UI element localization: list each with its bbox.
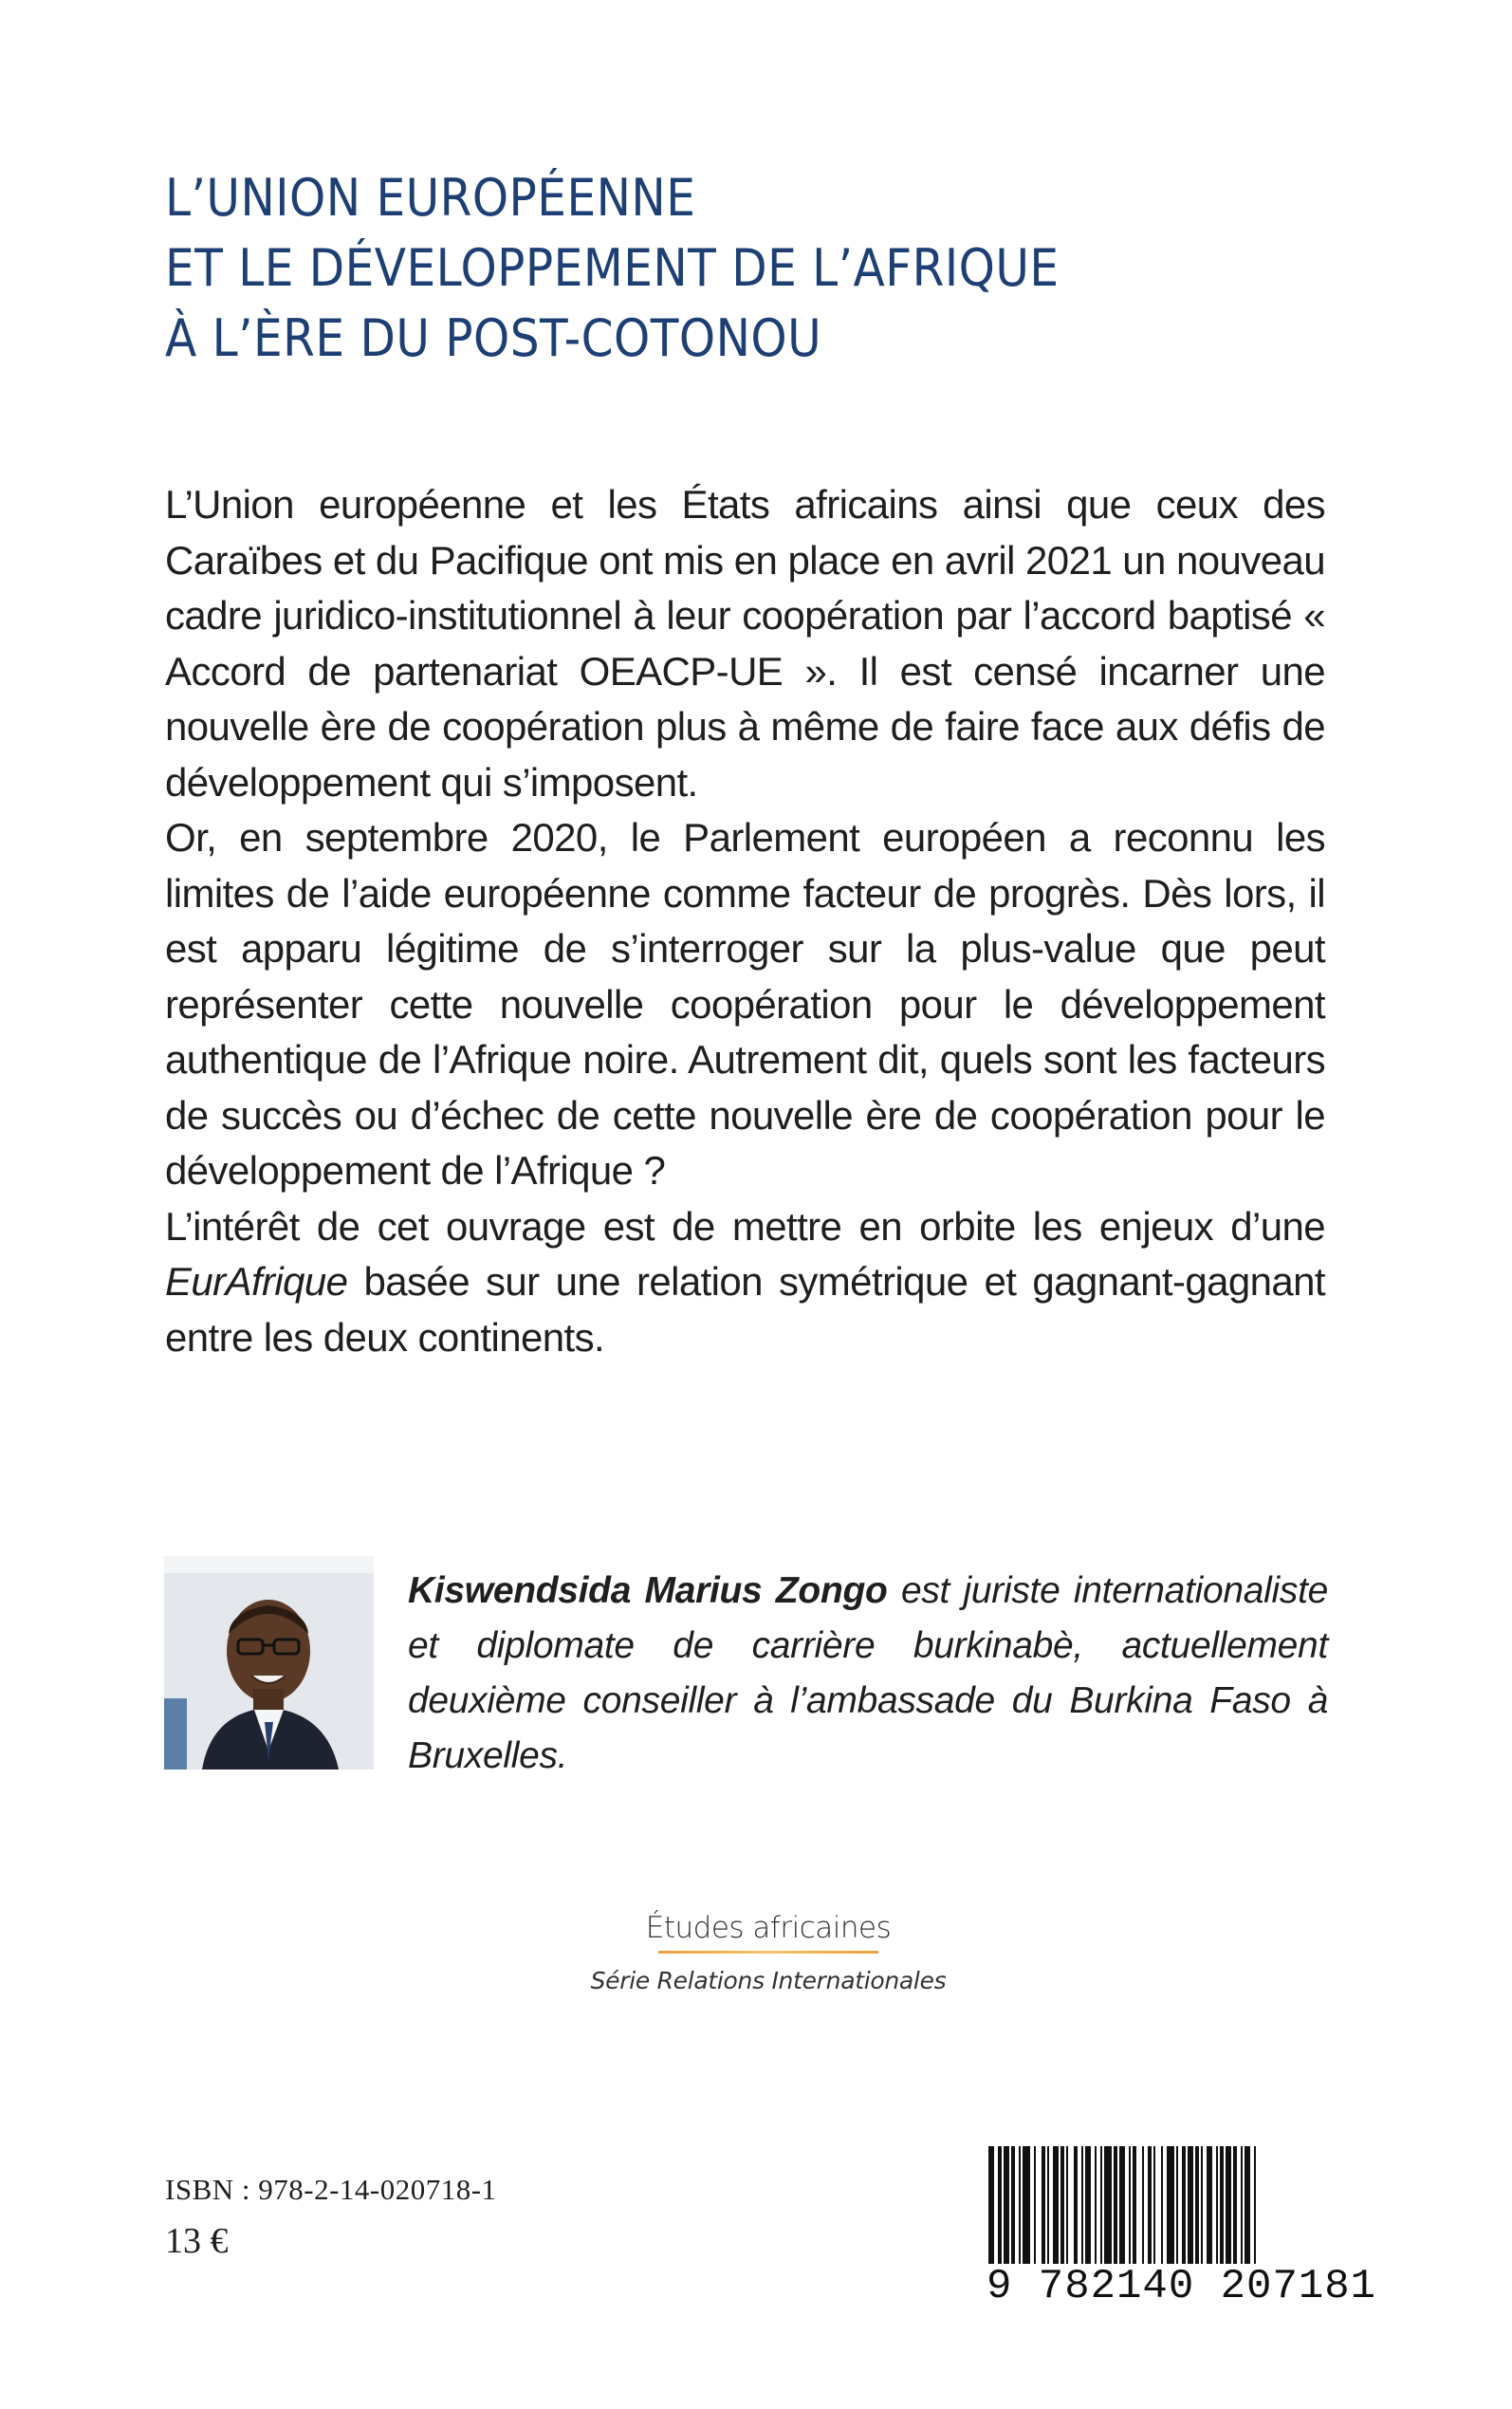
barcode-digits: 9 782140 207181 bbox=[986, 2263, 1377, 2310]
barcode-bar bbox=[1053, 2146, 1059, 2264]
barcode-bar bbox=[1161, 2146, 1163, 2264]
barcode bbox=[986, 2146, 1377, 2310]
barcode-bar bbox=[1095, 2146, 1097, 2264]
summary-paragraph-1: L’Union européenne et les États africains ainsi que ceux des Caraïbes et du Pacifique ont mis en place en avril 2021 un nouveau cadre juridico-institutionnel à leur coopération par l’accord baptisé « Accord de partenariat OEACP-UE ». Il est censé incarner une nouvelle ère de coopération plus à même de faire face aux défis de développement qui s’imposent. bbox=[165, 482, 1325, 805]
barcode-bar bbox=[1201, 2146, 1203, 2264]
series-subtitle: Série Relations Internationales bbox=[590, 1967, 947, 1994]
summary-paragraph-2: Or, en septembre 2020, le Parlement européen a reconnu les limites de l’aide européenne comme facteur de progrès. Dès lors, il est apparu légitime de s’interroger sur la plus-value que peut représenter cette nouvelle coopération pour le développement authentique de l’Afrique noire. Autrement dit, quels sont les facteurs de succès ou d’échec de cette nouvelle ère de coopération pour le développement de l’Afrique ? bbox=[165, 815, 1325, 1193]
title-line-2: ET LE DÉVELOPPEMENT DE L’AFRIQUE bbox=[165, 238, 1060, 298]
barcode-bar bbox=[1148, 2146, 1152, 2264]
barcode-bar bbox=[1226, 2146, 1231, 2264]
barcode-bar bbox=[1188, 2146, 1193, 2264]
author-name: Kiswendsida Marius Zongo bbox=[408, 1570, 888, 1611]
barcode-bar bbox=[1034, 2146, 1036, 2264]
isbn-number: ISBN : 978-2-14-020718-1 bbox=[165, 2173, 497, 2206]
barcode-bar bbox=[1042, 2146, 1045, 2264]
barcode-bar bbox=[1104, 2146, 1112, 2264]
barcode-bar bbox=[1245, 2146, 1250, 2264]
barcode-bar bbox=[1207, 2146, 1212, 2264]
barcode-bar bbox=[1216, 2146, 1218, 2264]
barcode-bar bbox=[1060, 2146, 1064, 2264]
summary-paragraph-3 bbox=[165, 1199, 1325, 1366]
barcode-bar bbox=[1195, 2146, 1199, 2264]
barcode-bar bbox=[1153, 2146, 1155, 2264]
barcode-bar bbox=[1066, 2146, 1068, 2264]
title-line-3: À L’ÈRE DU POST-COTONOU bbox=[165, 308, 822, 368]
barcode-bar bbox=[1085, 2146, 1091, 2264]
author-portrait-illustration bbox=[164, 1556, 374, 1770]
price: 13 € bbox=[165, 2221, 229, 2261]
barcode-bar bbox=[1011, 2146, 1015, 2264]
barcode-bar bbox=[1047, 2146, 1049, 2264]
barcode-bar bbox=[1074, 2146, 1078, 2264]
series-name: Études africaines bbox=[645, 1911, 892, 1945]
series-divider bbox=[658, 1951, 878, 1954]
barcode-bar bbox=[1182, 2146, 1186, 2264]
barcode-bar bbox=[988, 2146, 994, 2264]
title-line-1: L’UNION EUROPÉENNE bbox=[165, 168, 696, 228]
barcode-bar bbox=[1023, 2146, 1030, 2264]
barcode-bar bbox=[1241, 2146, 1243, 2264]
summary-paragraph-3-end: basée sur une relation symétrique et gagnant-gagnant entre les deux continents. bbox=[165, 1259, 1325, 1360]
summary-text bbox=[165, 477, 1325, 1365]
barcode-bar bbox=[1133, 2146, 1136, 2264]
summary-paragraph-3-start: L’intérêt de cet ouvrage est de mettre en orbite les enjeux d’une bbox=[165, 1203, 1325, 1249]
series-logo bbox=[531, 1911, 1005, 1994]
barcode-bar bbox=[1129, 2146, 1131, 2264]
barcode-bar bbox=[1167, 2146, 1174, 2264]
barcode-bar bbox=[1254, 2146, 1256, 2264]
author-photo bbox=[164, 1556, 374, 1770]
barcode-bar bbox=[1176, 2146, 1178, 2264]
barcode-bar bbox=[1100, 2146, 1102, 2264]
barcode-bar bbox=[1004, 2146, 1009, 2264]
barcode-bar bbox=[1119, 2146, 1125, 2264]
eurafrique-term: EurAfrique bbox=[165, 1259, 348, 1304]
barcode-bar bbox=[1019, 2146, 1021, 2264]
author-bio bbox=[408, 1564, 1328, 1784]
book-title bbox=[165, 163, 1161, 374]
barcode-bar bbox=[1220, 2146, 1224, 2264]
barcode-bar bbox=[1081, 2146, 1083, 2264]
barcode-bar bbox=[998, 2146, 1002, 2264]
barcode-bars-icon bbox=[986, 2146, 1318, 2264]
barcode-bar bbox=[1142, 2146, 1144, 2264]
author-description: est juriste internationaliste et diplomate de carrière burkinabè, actuellement deuxième conseiller à l’ambassade du Burkina Faso à Bruxelles. bbox=[408, 1570, 1328, 1776]
barcode-bar bbox=[1233, 2146, 1237, 2264]
barcode-bar bbox=[1114, 2146, 1117, 2264]
